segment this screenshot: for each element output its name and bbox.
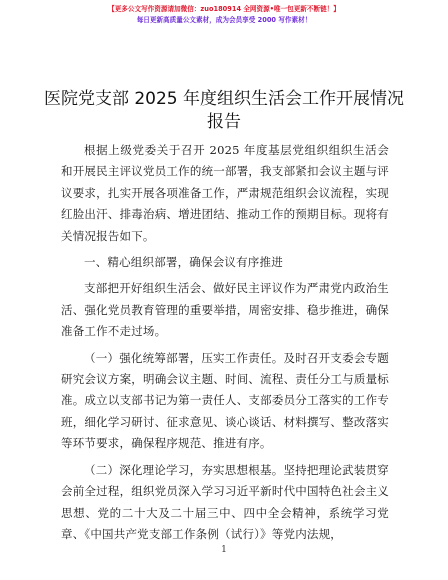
document-title-line-1: 医院党支部 2025 年度组织生活会工作开展情况	[43, 89, 405, 109]
promo-banner-line-1: 【更多公文写作资源请加微信：zuo180914 全网资源•唯一包更新不断链！】	[108, 5, 340, 13]
promo-banner-line-2: 每日更新高质量公文素材，成为会员享受 2000 写作素材！	[136, 16, 312, 24]
document-title-line-2: 报告	[207, 112, 241, 132]
page-number: 1	[221, 545, 227, 555]
intro-paragraph: 根据上级党委关于召开 2025 年度基层党组织组织生活会和开展民主评议党员工作的统一部署，我支部紧扣会议主题与评议要求，扎实开展各项准备工作，严肃规范组织会议流程，实现红脸出汗、排毒治病、增进团结、推动工作的预期目标。现将有关情况报告如下。	[61, 143, 389, 243]
subsection-2-paragraph: （二）深化理论学习，夯实思想根基。坚持把理论武装贯穿会前全过程，组织党员深入学习习近平新时代中国特色社会主义思想、党的二十大及二十届三中、四中全会精神，系统学习党章、《中国共产党支部工作条例（试行）》等党内法规，	[61, 462, 389, 541]
section-heading-1: 一、精心组织部署，确保会议有序推进	[84, 255, 283, 270]
subsection-1-paragraph: （一）强化统筹部署，压实工作责任。及时召开支委会专题研究会议方案，明确会议主题、时间、流程、责任分工与质量标准。成立以支部书记为第一责任人、支部委员分工落实的工作专班，细化学习研讨、征求意见、谈心谈话、材料撰写、整改落实等环节要求，确保程序规范、推进有序。	[61, 350, 389, 451]
promo-banner	[0, 4, 448, 26]
document-body	[61, 140, 389, 545]
section-1-paragraph: 支部把开好组织生活会、做好民主评议作为严肃党内政治生活、强化党员教育管理的重要举措，周密安排、稳步推进，确保准备工作不走过场。	[61, 281, 389, 339]
